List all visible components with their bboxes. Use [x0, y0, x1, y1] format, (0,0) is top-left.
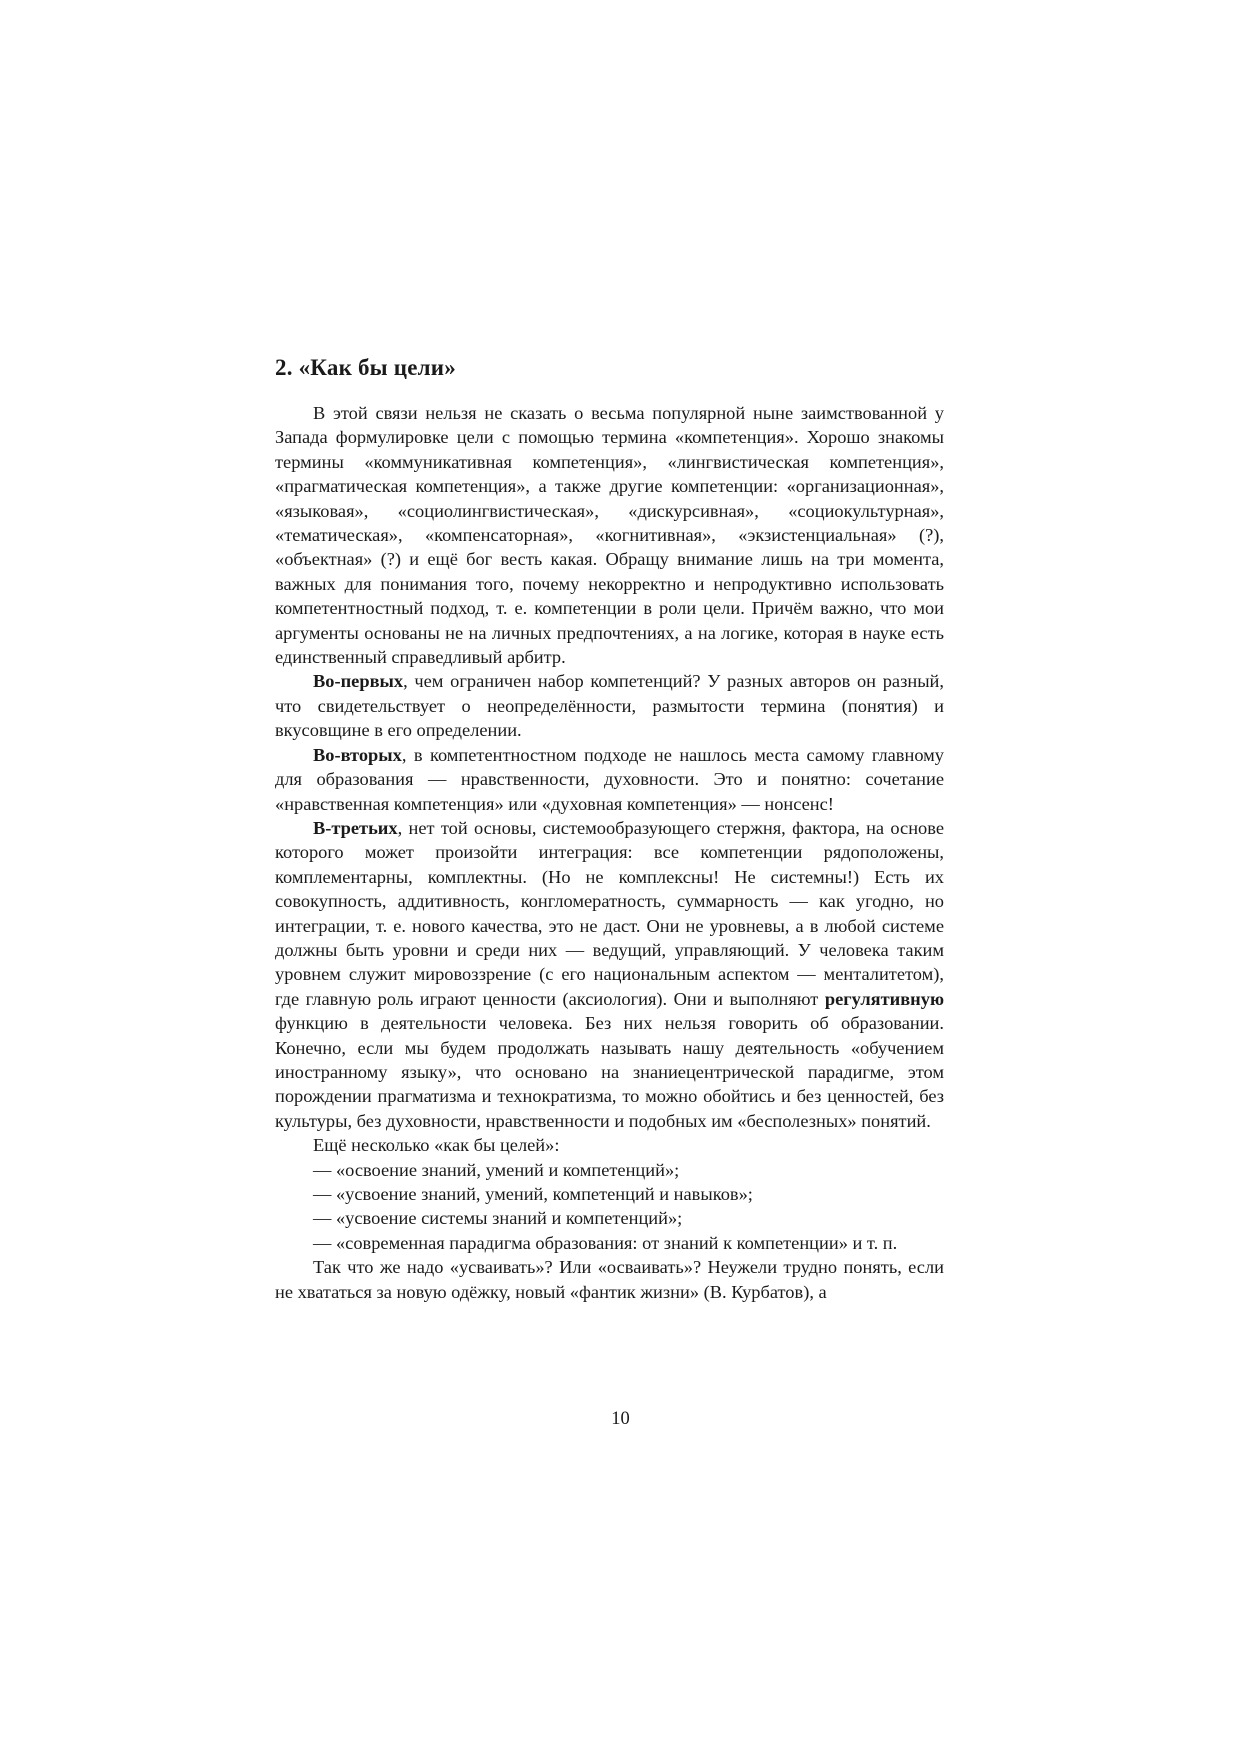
- section-title: 2. «Как бы цели»: [275, 355, 456, 380]
- paragraph-first-point: [275, 669, 944, 742]
- list-item: — «освоение знаний, умений и компетенций»;: [313, 1159, 680, 1180]
- list-intro: Ещё несколько «как бы целей»:: [313, 1135, 560, 1156]
- first-point-text: , чем ограничен набор компетенций? У разных авторов он разный, что свидетельствует о неопределённости, размытости термина (понятия) и вкусовщине в его определении.: [275, 671, 944, 741]
- third-point-bold-term: регулятивную: [824, 988, 944, 1009]
- third-point-lead: В-третьих: [313, 817, 398, 838]
- list-item: — «усвоение знаний, умений, компетенций и навыков»;: [313, 1184, 753, 1204]
- list-item: — «усвоение системы знаний и компетенций»;: [313, 1208, 683, 1229]
- third-point-text-part2: функцию в деятельности человека. Без них нельзя говорить об образовании. Конечно, если мы будем продолжать называть нашу деятельность «обучением иностранному языку», что основано на знаниецентрической парадигме, этом порождении прагматизма и технократизма, то можно обойтись и без ценностей, без культуры, без духовности, нравственности и подобных им «бесполезных» понятий.: [275, 1013, 944, 1131]
- paragraph-second-point: [275, 743, 944, 816]
- paragraph-closing: Так что же надо «усваивать»? Или «осваивать»? Неужели трудно понять, если не хвататься за новую одёжку, новый «фантик жизни» (В. Курбатов), а: [275, 1257, 944, 1302]
- paragraph-intro: В этой связи нельзя не сказать о весьма популярной ныне заимствованной у Запада формулировке цели с помощью термина «компетенция». Хорошо знакомы термины «коммуникативная компетенция», «лингвистическая компетенция», «прагматическая компетенция», а также другие компетенции: «организационная», «языковая», «социолингвистическая», «дискурсивная», «социокультурная», «тематическая», «компенсаторная», «когнитивная», «экзистенциальная» (?), «объектная» (?) и ещё бог весть какая. Обращу внимание лишь на три момента, важных для понимания того, почему некорректно и непродуктивно использовать компетентностный подход, т. е. компетенции в роли цели. Причём важно, что мои аргументы основаны не на личных предпочтениях, а на логике, которая в науке есть единственный справедливый арбитр.: [275, 403, 944, 668]
- page-content: [275, 353, 944, 1304]
- first-point-lead: Во-первых: [313, 671, 404, 692]
- second-point-text: , в компетентностном подходе не нашлось места самому главному для образования — нравственности, духовности. Это и понятно: сочетание «нравственная компетенция» или «духовная компетенция» — нонсенс!: [275, 744, 944, 814]
- body-text: [275, 401, 944, 1304]
- paragraph-third-point: [275, 816, 944, 1133]
- second-point-lead: Во-вторых: [313, 744, 402, 765]
- third-point-text-part1: , нет той основы, системообразующего стержня, фактора, на основе которого может произойти интеграция: все компетенции рядоположены, комплементарны, комплектны. (Но не комплексны! Не системны!) Есть их совокупность, аддитивность, конгломератность, суммарность — как угодно, но интеграции, т. е. нового качества, это не даст. Они не уровневы, а в любой системе должны быть уровни и среди них — ведущий, управляющий. У человека таким уровнем служит мировоззрение (с его национальным аспектом — менталитетом), где главную роль играют ценности (аксиология). Они и выполняют: [275, 817, 944, 1009]
- page-number: 10: [611, 1409, 630, 1429]
- list-item: — «современная парадигма образования: от знаний к компетенции» и т. п.: [313, 1232, 898, 1253]
